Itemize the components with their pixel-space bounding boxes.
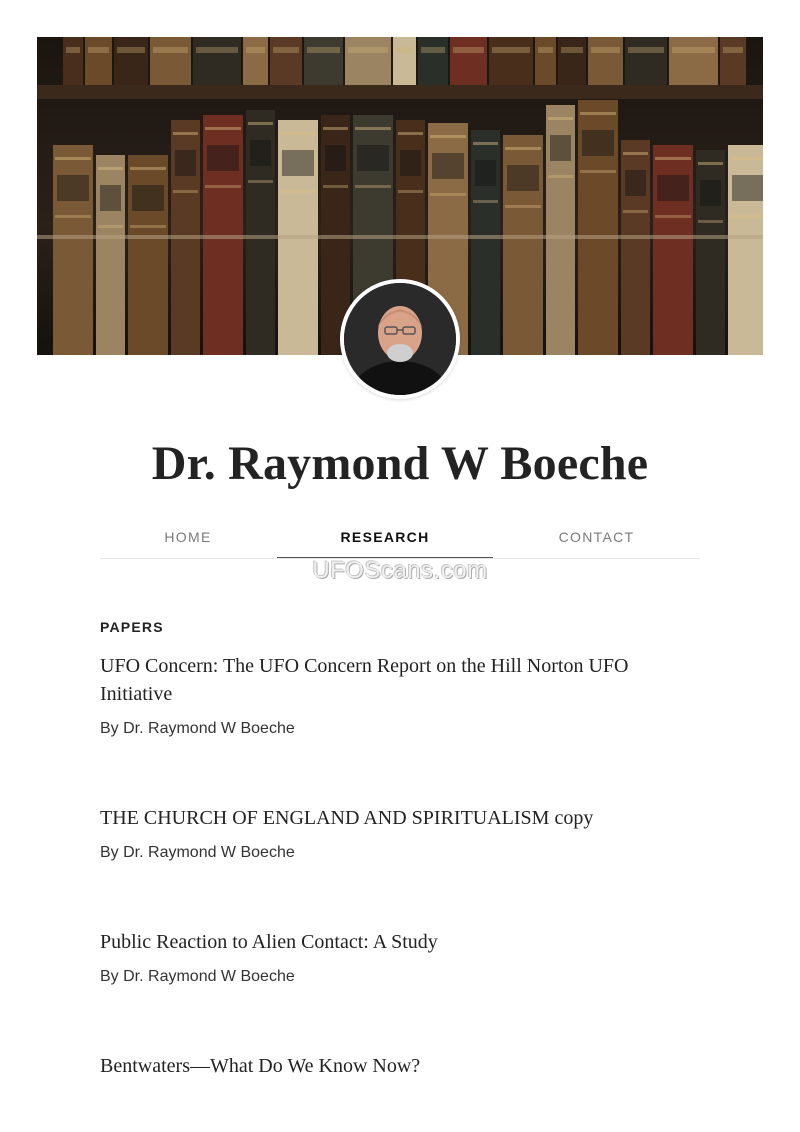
book-spine-band: [173, 190, 198, 193]
book-spine-label: [432, 153, 464, 179]
book-spine: [535, 37, 556, 85]
book-spine: [63, 37, 83, 85]
book-spine-band: [355, 127, 391, 130]
book-spine-band: [421, 47, 445, 53]
paper-title-link[interactable]: THE CHURCH OF ENGLAND AND SPIRITUALISM copy: [100, 807, 594, 829]
paper-title-link[interactable]: UFO Concern: The UFO Concern Report on the Hill Norton UFO Initiative: [100, 655, 629, 705]
author-portrait-image: [344, 283, 456, 395]
book-spine: [720, 37, 746, 85]
book-spine-band: [672, 47, 715, 53]
paper-item: [100, 804, 660, 862]
book-spine-band: [730, 215, 763, 218]
book-spine-band: [628, 47, 664, 53]
book-spine-label: [625, 170, 646, 196]
book-spine-band: [473, 142, 498, 145]
book-spine-band: [348, 47, 388, 53]
book-spine-band: [323, 185, 348, 188]
book-spine: [393, 37, 416, 85]
book-spine-band: [505, 205, 541, 208]
book-spine-band: [205, 185, 241, 188]
book-spine-band: [623, 152, 648, 155]
book-spine-label: [732, 175, 763, 201]
book-spine-label: [325, 145, 346, 171]
main-nav: [100, 520, 700, 559]
shelf-rail: [37, 235, 763, 239]
book-spine: [193, 37, 241, 85]
book-spine: [270, 37, 302, 85]
book-spine-label: [357, 145, 389, 171]
avatar: [340, 279, 460, 399]
paper-title-link[interactable]: Public Reaction to Alien Contact: A Study: [100, 931, 438, 953]
paper-byline: By Dr. Raymond W Boeche: [100, 720, 295, 737]
papers-heading: PAPERS: [100, 619, 164, 635]
book-spine-band: [453, 47, 484, 53]
book-spine-band: [248, 180, 273, 183]
book-spine-band: [548, 175, 573, 178]
book-spine-band: [730, 157, 763, 160]
book-spine-band: [355, 185, 391, 188]
book-spine-band: [398, 132, 423, 135]
book-spine-band: [280, 132, 316, 135]
book-spine-band: [196, 47, 238, 53]
book-spine: [304, 37, 343, 85]
book-spine-band: [580, 112, 616, 115]
book-spine-band: [591, 47, 620, 53]
book-spine-label: [250, 140, 271, 166]
book-spine-band: [55, 215, 91, 218]
book-spine-label: [400, 150, 421, 176]
book-spine-band: [280, 190, 316, 193]
book-spine-band: [323, 127, 348, 130]
book-spine: [85, 37, 112, 85]
book-spine-label: [57, 175, 89, 201]
book-spine-band: [130, 225, 166, 228]
book-spine-band: [580, 170, 616, 173]
book-spine-band: [130, 167, 166, 170]
book-spine-band: [273, 47, 299, 53]
book-spine: [625, 37, 667, 85]
book-spine-label: [207, 145, 239, 171]
paper-item: [100, 652, 660, 738]
book-spine-band: [246, 47, 265, 53]
book-spine-band: [205, 127, 241, 130]
book-spine-band: [505, 147, 541, 150]
book-spine-band: [98, 167, 123, 170]
book-spine-band: [655, 157, 691, 160]
book-spine-band: [538, 47, 553, 53]
paper-item: [100, 1052, 660, 1080]
book-spine-label: [475, 160, 496, 186]
book-spine-band: [88, 47, 109, 53]
book-spine-band: [548, 117, 573, 120]
book-spine-band: [153, 47, 188, 53]
book-spine: [243, 37, 268, 85]
site-title: Dr. Raymond W Boeche: [151, 437, 649, 490]
book-spine-band: [723, 47, 743, 53]
book-spine: [345, 37, 391, 85]
book-spine-band: [430, 193, 466, 196]
book-spine-band: [173, 132, 198, 135]
book-spine-band: [473, 200, 498, 203]
paper-byline: By Dr. Raymond W Boeche: [100, 844, 295, 861]
book-spine-label: [282, 150, 314, 176]
paper-item: [100, 928, 660, 986]
book-spine-band: [248, 122, 273, 125]
book-spine-band: [307, 47, 340, 53]
book-spine-label: [100, 185, 121, 211]
watermark: UFOScans.com: [312, 557, 488, 584]
book-spine-band: [98, 225, 123, 228]
book-spine-label: [175, 150, 196, 176]
book-spine-band: [561, 47, 583, 53]
book-spine-label: [550, 135, 571, 161]
book-spine: [418, 37, 448, 85]
book-spine-label: [132, 185, 164, 211]
book-spine-label: [700, 180, 721, 206]
book-spine: [450, 37, 487, 85]
nav-contact[interactable]: CONTACT: [558, 529, 635, 545]
book-spine-band: [66, 47, 80, 53]
book-spine: [150, 37, 191, 85]
book-spine-band: [698, 220, 723, 223]
shelf-board: [37, 85, 763, 99]
book-spine-band: [117, 47, 145, 53]
nav-research[interactable]: RESEARCH: [277, 520, 493, 558]
book-spine: [669, 37, 718, 85]
paper-byline: By Dr. Raymond W Boeche: [100, 968, 295, 985]
book-spine-band: [655, 215, 691, 218]
book-spine: [588, 37, 623, 85]
book-spine-band: [398, 190, 423, 193]
paper-title-link[interactable]: Bentwaters—What Do We Know Now?: [100, 1055, 421, 1077]
book-spine: [558, 37, 586, 85]
book-spine-band: [55, 157, 91, 160]
book-spine: [489, 37, 533, 85]
book-spine-band: [396, 47, 413, 53]
book-spine: [114, 37, 148, 85]
book-spine-label: [582, 130, 614, 156]
book-spine-band: [430, 135, 466, 138]
book-spine-label: [657, 175, 689, 201]
nav-home[interactable]: HOME: [164, 529, 212, 545]
book-spine-band: [623, 210, 648, 213]
book-spine-band: [698, 162, 723, 165]
book-spine-band: [492, 47, 530, 53]
book-spine-label: [507, 165, 539, 191]
